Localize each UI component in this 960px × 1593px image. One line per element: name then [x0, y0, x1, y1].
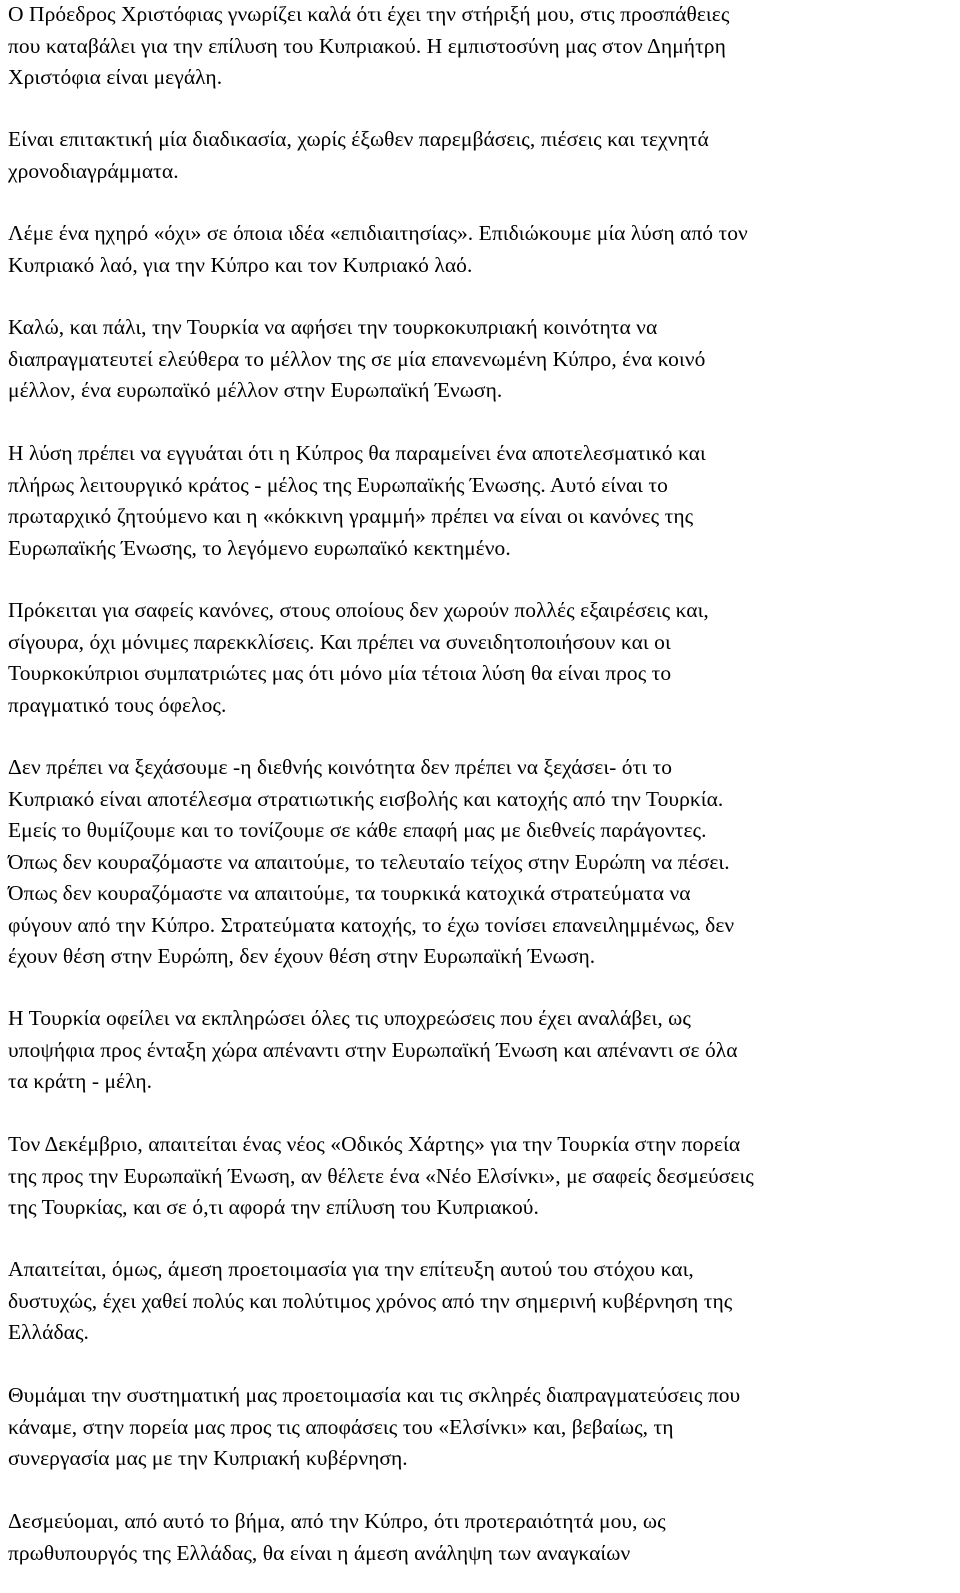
- paragraph-4: [8, 312, 705, 407]
- text-line: συνεργασία μας με την Κυπριακή κυβέρνηση.: [8, 1446, 408, 1470]
- text-line: Τουρκοκύπριοι συμπατριώτες μας ότι μόνο μία τέτοια λύση θα είναι προς το: [8, 661, 672, 685]
- text-line: Θυμάμαι την συστηματική μας προετοιμασία και τις σκληρές διαπραγματεύσεις που: [8, 1383, 741, 1407]
- text-line: Ο Πρόεδρος Χριστόφιας γνωρίζει καλά ότι έχει την στήριξή μου, στις προσπάθειες: [8, 2, 730, 26]
- text-line: Εμείς το θυμίζουμε και το τονίζουμε σε κάθε επαφή μας με διεθνείς παράγοντες.: [8, 818, 707, 842]
- paragraph-8: [8, 1003, 738, 1098]
- text-line: σίγουρα, όχι μόνιμες παρεκκλίσεις. Και πρέπει να συνειδητοποιήσουν και οι: [8, 629, 671, 654]
- text-line: έχουν θέση στην Ευρώπη, δεν έχουν θέση στην Ευρωπαϊκή Ένωση.: [8, 944, 596, 968]
- paragraph-5: [8, 438, 706, 564]
- text-line: Χριστόφια είναι μεγάλη.: [8, 65, 223, 89]
- text-line: φύγουν από την Κύπρο. Στρατεύματα κατοχής, το έχω τονίσει επανειλημμένως, δεν: [8, 912, 735, 937]
- text-line: Η Τουρκία οφείλει να εκπληρώσει όλες τις υποχρεώσεις που έχει αναλάβει, ως: [8, 1006, 691, 1030]
- paragraph-3: [8, 218, 748, 281]
- text-line: Κυπριακό είναι αποτέλεσμα στρατιωτικής εισβολής και κατοχής από την Τουρκία.: [8, 786, 724, 811]
- text-line: υποψήφια προς ένταξη χώρα απέναντι στην Ευρωπαϊκή Ένωση και απέναντι σε όλα: [8, 1037, 738, 1062]
- text-line: τα κράτη - μέλη.: [8, 1069, 153, 1093]
- text-line: Δεν πρέπει να ξεχάσουμε -η διεθνής κοινότητα δεν πρέπει να ξεχάσει- ότι το: [8, 755, 673, 779]
- paragraph-12: [8, 1506, 666, 1569]
- paragraph-11: [8, 1380, 740, 1475]
- text-line: Όπως δεν κουραζόμαστε να απαιτούμε, το τελευταίο τείχος στην Ευρώπη να πέσει.: [8, 849, 730, 874]
- paragraph-9: [8, 1129, 754, 1224]
- text-line: χρονοδιαγράμματα.: [8, 158, 179, 183]
- text-line: Δεσμεύομαι, από αυτό το βήμα, από την Κύπρο, ότι προτεραιότητά μου, ως: [8, 1509, 666, 1533]
- text-line: Είναι επιτακτική μία διαδικασία, χωρίς έξωθεν παρεμβάσεις, πιέσεις και τεχνητά: [8, 127, 709, 151]
- paragraph-10: [8, 1254, 732, 1349]
- text-line: πρωταρχικό ζητούμενο και η «κόκκινη γραμμή» πρέπει να είναι οι κανόνες της: [8, 504, 694, 528]
- text-line: κάναμε, στην πορεία μας προς τις αποφάσεις του «Ελσίνκι» και, βεβαίως, τη: [8, 1414, 674, 1439]
- paragraph-1: [8, 0, 729, 94]
- text-line: πρωθυπουργός της Ελλάδας, θα είναι η άμεση ανάληψη των αναγκαίων: [8, 1540, 631, 1565]
- text-line: Λέμε ένα ηχηρό «όχι» σε όποια ιδέα «επιδιαιτησίας». Επιδιώκουμε μία λύση από τον: [8, 221, 748, 245]
- paragraph-6: [8, 595, 709, 721]
- text-line: Τον Δεκέμβριο, απαιτείται ένας νέος «Οδικός Χάρτης» για την Τουρκία στην πορεία: [8, 1132, 741, 1156]
- paragraph-7: [8, 752, 734, 973]
- text-line: Απαιτείται, όμως, άμεση προετοιμασία για την επίτευξη αυτού του στόχου και,: [8, 1257, 694, 1281]
- text-line: πλήρως λειτουργικό κράτος - μέλος της Ευρωπαϊκής Ένωσης. Αυτό είναι το: [8, 472, 668, 497]
- text-line: Η λύση πρέπει να εγγυάται ότι η Κύπρος θα παραμείνει ένα αποτελεσματικό και: [8, 441, 706, 465]
- text-line: που καταβάλει για την επίλυση του Κυπριακού. Η εμπιστοσύνη μας στον Δημήτρη: [8, 33, 726, 58]
- paragraph-2: [8, 124, 709, 187]
- text-line: Ελλάδας.: [8, 1320, 89, 1344]
- text-line: Ευρωπαϊκής Ένωσης, το λεγόμενο ευρωπαϊκό κεκτημένο.: [8, 535, 511, 560]
- text-line: Πρόκειται για σαφείς κανόνες, στους οποίους δεν χωρούν πολλές εξαιρέσεις και,: [8, 598, 709, 622]
- text-line: πραγματικό τους όφελος.: [8, 692, 227, 717]
- text-line: διαπραγματευτεί ελεύθερα το μέλλον της σε μία επανενωμένη Κύπρο, ένα κοινό: [8, 346, 706, 371]
- text-line: Όπως δεν κουραζόμαστε να απαιτούμε, τα τουρκικά κατοχικά στρατεύματα να: [8, 881, 691, 905]
- text-line: της Τουρκίας, και σε ό,τι αφορά την επίλυση του Κυπριακού.: [8, 1195, 539, 1219]
- text-line: της προς την Ευρωπαϊκή Ένωση, αν θέλετε ένα «Νέο Ελσίνκι», με σαφείς δεσμεύσεις: [8, 1163, 754, 1188]
- text-line: δυστυχώς, έχει χαθεί πολύς και πολύτιμος χρόνος από την σημερινή κυβέρνηση της: [8, 1288, 733, 1313]
- text-line: Καλώ, και πάλι, την Τουρκία να αφήσει την τουρκοκυπριακή κοινότητα να: [8, 315, 658, 339]
- text-line: Κυπριακό λαό, για την Κύπρο και τον Κυπριακό λαό.: [8, 252, 473, 277]
- text-line: μέλλον, ένα ευρωπαϊκό μέλλον στην Ευρωπαϊκή Ένωση.: [8, 378, 503, 402]
